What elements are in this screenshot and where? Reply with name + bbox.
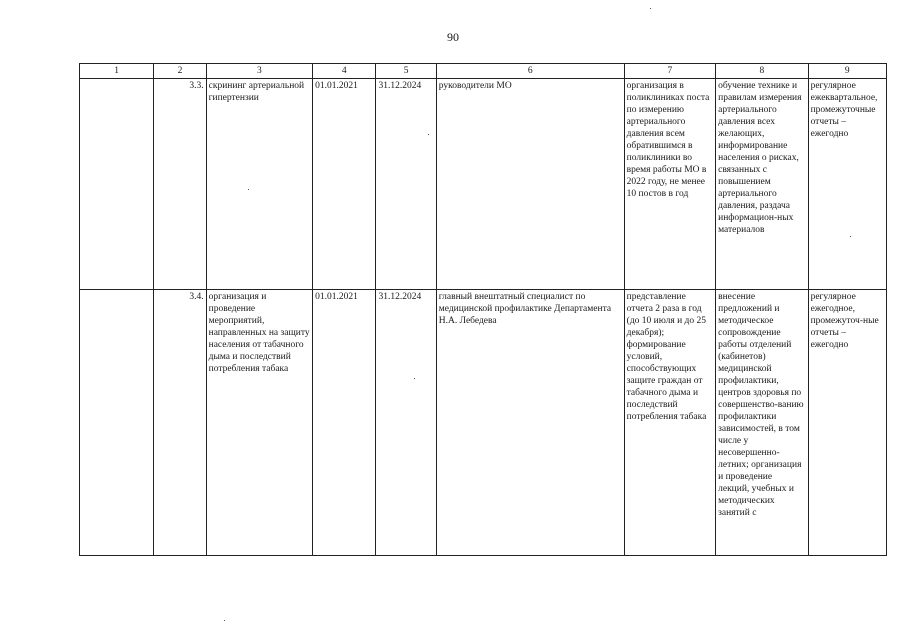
scan-speck <box>650 8 651 9</box>
header-cell-4: 4 <box>313 64 376 79</box>
start-date-cell: 01.01.2021 <box>313 79 376 290</box>
header-row <box>80 64 887 79</box>
end-date-cell: 31.12.2024 <box>376 79 436 290</box>
indicator-cell: представление отчета 2 раза в год (до 10 июля и до 25 декабря); формирование условий, способствующих защите граждан от табачного дыма и последствий потребления табака <box>624 290 715 556</box>
indicator-cell: организация в поликлиниках поста по измерению артериального давления всем обратившимся в поликлиники во время работы МО в 2022 году, не менее 10 постов в год <box>624 79 715 290</box>
header-cell-3: 3 <box>206 64 313 79</box>
header-cell-5: 5 <box>376 64 436 79</box>
control-cell: регулярное ежеквартальное, промежуточные отчеты – ежегодно <box>808 79 886 290</box>
row-col1-cell <box>80 79 154 290</box>
scan-speck <box>850 236 851 237</box>
measure-name-cell: скрининг артериальной гипертензии <box>206 79 313 290</box>
result-cell: внесение предложений и методическое сопровождение работы отделений (кабинетов) медицинской профилактики, центров здоровья по совершенство-ванию профилактики зависимостей, в том числе у несовершенно-летних; организация и проведение лекций, учебных и методических занятий с <box>716 290 808 556</box>
header-cell-7: 7 <box>624 64 715 79</box>
responsible-cell: руководители МО <box>436 79 624 290</box>
start-date-cell: 01.01.2021 <box>313 290 376 556</box>
row-col1-cell <box>80 290 154 556</box>
header-cell-6: 6 <box>436 64 624 79</box>
header-cell-1: 1 <box>80 64 154 79</box>
scan-speck <box>428 134 429 135</box>
header-cell-9: 9 <box>808 64 886 79</box>
scan-speck <box>224 620 225 621</box>
table-row <box>80 290 887 556</box>
table-row <box>80 79 887 290</box>
page-number: 90 <box>447 30 459 44</box>
measures-table <box>79 63 887 556</box>
measure-name-cell: организация и проведение мероприятий, направленных на защиту населения от табачного дыма и последствий потребления табака <box>206 290 313 556</box>
row-number-cell: 3.4. <box>154 290 206 556</box>
control-cell: регулярное ежегодное, промежуточ-ные отчеты – ежегодно <box>808 290 886 556</box>
end-date-cell: 31.12.2024 <box>376 290 436 556</box>
responsible-cell: главный внештатный специалист по медицинской профилактике Департамента Н.А. Лебедева <box>436 290 624 556</box>
scan-speck <box>248 189 249 190</box>
header-cell-2: 2 <box>154 64 206 79</box>
scan-speck <box>414 378 415 379</box>
header-cell-8: 8 <box>716 64 808 79</box>
row-number-cell: 3.3. <box>154 79 206 290</box>
result-cell: обучение технике и правилам измерения артериального давления всех желающих, информирование населения о рисках, связанных с повышением артериального давления, раздача информацион-ных материалов <box>716 79 808 290</box>
